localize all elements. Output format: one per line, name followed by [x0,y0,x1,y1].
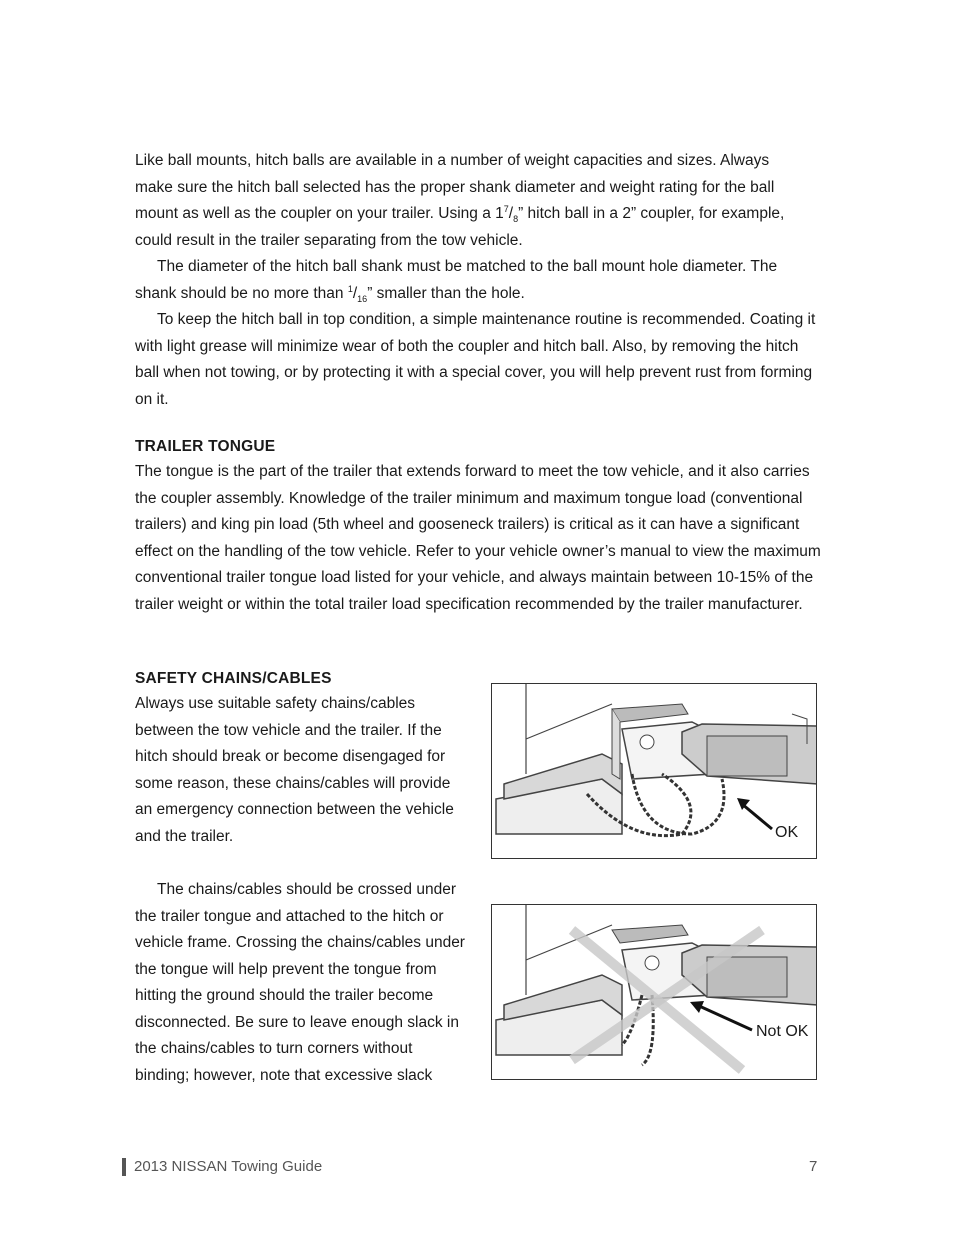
figure-chains-not-ok [491,904,817,1080]
maintenance-paragraph: To keep the hitch ball in top condition, a simple maintenance routine is recommended. Coating it with light grease will minimize wear of both the coupler and hitch ball. Also, by removing the hitch ball when not towing, or by protecting it with a special cover, you will help prevent rust from forming on it. [135,311,816,408]
trailer-tongue-heading: TRAILER TONGUE [135,438,276,455]
footer-bar [122,1158,126,1176]
ok-label: OK [775,824,799,841]
safety-chains-heading: SAFETY CHAINS/CABLES [135,670,332,687]
footer-title: 2013 NISSAN Towing Guide [134,1158,323,1175]
figure-chains-ok [491,683,817,859]
not-ok-label: Not OK [756,1023,809,1040]
hitch-ball-paragraph: Like ball mounts, hitch balls are available in a number of weight capacities and sizes. Always make sure the hitch ball selected has the proper shank diameter and weight rating for the ball mount as well as the coupler on your trailer. Using a $1^7/_8$” hitch ball in a 2” coupler, for example, could result in the trailer separating from the tow vehicle. [135,152,785,249]
safety-chains-paragraph-2: The chains/cables should be crossed under the trailer tongue and attached to the hitch or vehicle frame. Crossing the chains/cables under the tongue will help prevent the tongue from hitting the ground should the trailer become disconnected. Be sure to leave enough slack in the chains/cables to turn corners without binding; however, note that excessive slack [135,881,465,1084]
safety-chains-paragraph-1: Always use suitable safety chains/cables between the tow vehicle and the trailer. If the hitch should break or become disengaged for some reason, these chains/cables will provide an emergency connection between the vehicle and the trailer. [135,695,454,845]
hitch-chains-illustration [492,684,817,859]
page-number: 7 [809,1158,818,1175]
hitch-chains-wrong-illustration [492,905,817,1080]
trailer-tongue-paragraph: The tongue is the part of the trailer that extends forward to meet the tow vehicle, and it also carries the coupler assembly. Knowledge of the trailer minimum and maximum tongue load (conventional trailers) and king pin load (5th wheel and gooseneck trailers) is critical as it can have a significant effect on the handling of the tow vehicle. Refer to your vehicle owner’s manual to view the maximum conventional trailer tongue load listed for your vehicle, and always maintain between 10-15% of the trailer weight or within the total trailer load specification recommended by the trailer manufacturer. [135,463,821,613]
shank-diameter-paragraph: The diameter of the hitch ball shank must be matched to the ball mount hole diameter. The shank should be no more than $^1/_{16}$” smaller than the hole. [135,258,778,304]
